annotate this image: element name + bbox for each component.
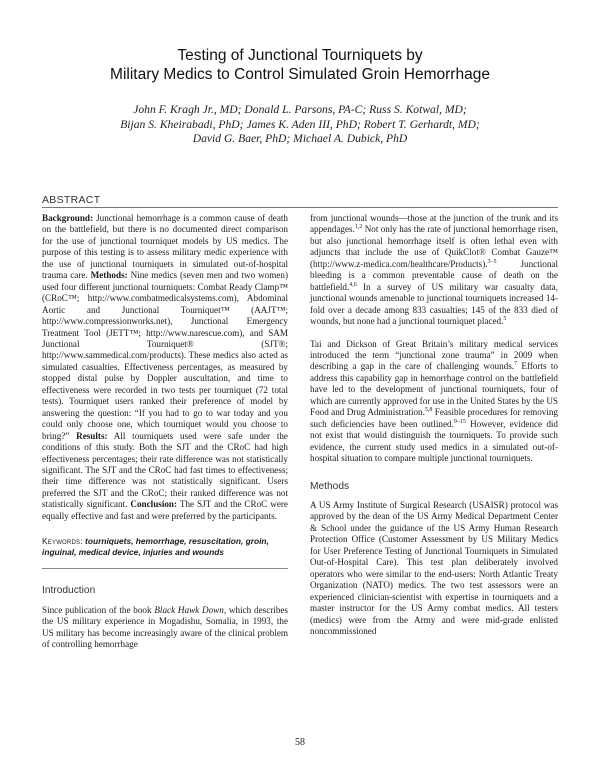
paragraph-methods: A US Army Institute of Surgical Research (USAISR) protocol was approved by the dean of the US Army Medical Department Center & School under the guidance of the US Army Human Research Protection Office (Customer Assessment by US Military Medics for User Preference Testing of Junctional Tourniquets in Simulated Out-of-Hospital Care). This test plan deliberately involved operators who were similar to the end-users: North Atlantic Treaty Organization (NATO) medics. The two test assessors were an experienced clinician-scientist with expertise in tourniquets and a master instructor for the US Army combat medics. All testers (medics) were from the Army and were mid-grade enlisted noncommissioned — [310, 499, 558, 636]
background-text: Junctional hemorrhage is a common cause of death on the battlefield, but there is no documented direct comparison for the use of junctional tourniquet models by US medics. The purpose of this testing is to assess military medic experience with the use of junctional tourniquets in simulated out-of-hospital trauma care. — [42, 213, 288, 281]
book-title: Black Hawk Down — [154, 604, 224, 615]
conclusion-text: The SJT and the CRoC were equally effective and fast and were preferred by the participants. — [42, 499, 288, 521]
abstract-heading: ABSTRACT — [42, 194, 101, 206]
page-number: 58 — [295, 737, 305, 748]
paragraph-tai-dickson: Tai and Dickson of Great Britain’s military medical services introduced the term “junctional zone trauma” in 2009 when describing a gap in the care of challenging wounds.$^7$ Efforts to address this capability gap in hemorrhage control on the battlefield have led to the development of junctional tourniquets, four of which are currently approved for use in the United States by the US Food and Drug Administration.$^{5,8}$ Feasible procedures for removing such deficiencies have been outlined.$^{9-15}$ However, evidence did not exist that would distinguish the tourniquets. To provide such evidence, the current study used medics in a simulated out-of-hospital situation to compare multiple junctional tourniquets. — [310, 338, 558, 464]
title-line-1: Testing of Junctional Tourniquets by — [177, 47, 423, 64]
left-column — [42, 213, 288, 651]
citation: 9–15 — [453, 418, 466, 425]
citation: 4,6 — [349, 281, 357, 288]
paragraph-junctional-wounds: from junctional wounds—those at the junction of the trunk and its appendages.$^{1,2}$ Not only has the rate of junctional hemorrhage risen, but also junctional hemorrhage itself is often lethal even with adjuncts that include the use of QuikClot® Combat Gauze™ (http://www.z-medica.com/healthcare/Products).$^{3-5}$ Junctional bleeding is a common preventable cause of death on the battlefield.$^{4,6}$ In a survey of US military war casualty data, junctional wounds amenable to junctional tourniquets increased 14-fold over a decade among 833 casualties; 145 of the 833 died of wounds, but none had a junctional tourniquet placed.$^5$ — [310, 213, 558, 327]
abstract-text — [42, 213, 288, 522]
introduction-text: Since publication of the book Black Hawk Down, which describes the US military experience in Mogadishu, Somalia, in 1993, the US military has become increasingly aware of the clinical problem of controlling hemorrhage — [42, 604, 288, 650]
citation: 7 — [514, 361, 518, 368]
citation: 1,2 — [354, 224, 363, 231]
author-line-3: David G. Baer, PhD; Michael A. Dubick, PhD — [192, 132, 408, 145]
abstract-rule — [42, 207, 558, 208]
background-label: Background: — [42, 213, 94, 223]
methods-label: Methods: — [90, 270, 128, 281]
methods-text: Nine medics (seven men and two women) used four different junctional tourniquets: Combat Ready Clamp™ (CRoC™; http://www.combatmedicalsystems.com), Abdominal Aortic and Junctional Tourniquet™ (AAJT™; http://www.compressionworks.net), Junctional Emergency Treatment Tool (JETT™; http://www.narescue.com), and SAM Junctional Tourniquet® (SJT®; http://www.sammedical.com/products). These medics also acted as simulated casualties. Effectiveness percentages, as measured by stopped distal pulse by Doppler auscultation, and time to effectiveness were recorded in two tests per tourniquet (72 total tests). Tourniquet users ranked their preference of model by answering the question: “If you had to go to war today and you could only choose one, which tourniquet would you choose to bring?” — [42, 270, 288, 441]
conclusion-label: Conclusion: — [130, 499, 178, 510]
results-text: All tourniquets used were safe under the conditions of this study. Both the SJT and the CRoC had high effectiveness percentages; their rate difference was not statistically significant. The SJT and the CRoC had fast times to effectiveness; their time difference was not statistically significant. Users preferred the SJT and the CRoC; their ranked difference was not statistically significant. — [42, 430, 288, 510]
author-line-1: John F. Kragh Jr., MD; Donald L. Parsons, PA-C; Russ S. Kotwal, MD; — [133, 103, 467, 116]
citation: 5 — [503, 316, 507, 323]
keywords-label: Keywords: — [42, 536, 83, 547]
keywords — [42, 536, 288, 558]
methods-heading: Methods — [310, 480, 350, 492]
author-list — [40, 103, 560, 147]
author-line-2: Bijan S. Kheirabadi, PhD; James K. Aden III, PhD; Robert T. Gerhardt, MD; — [120, 117, 480, 131]
right-column — [310, 213, 558, 637]
article-title — [40, 46, 560, 84]
introduction-heading: Introduction — [42, 585, 96, 597]
citation: 5,8 — [424, 407, 433, 414]
results-label: Results: — [76, 430, 108, 441]
keywords-rule — [42, 568, 288, 569]
citation: 3–5 — [487, 258, 497, 265]
keywords-list: tourniquets, hemorrhage, resuscitation, groin, inguinal, medical device, injuries and wounds — [42, 536, 269, 558]
title-line-2: Military Medics to Control Simulated Groin Hemorrhage — [110, 66, 490, 83]
